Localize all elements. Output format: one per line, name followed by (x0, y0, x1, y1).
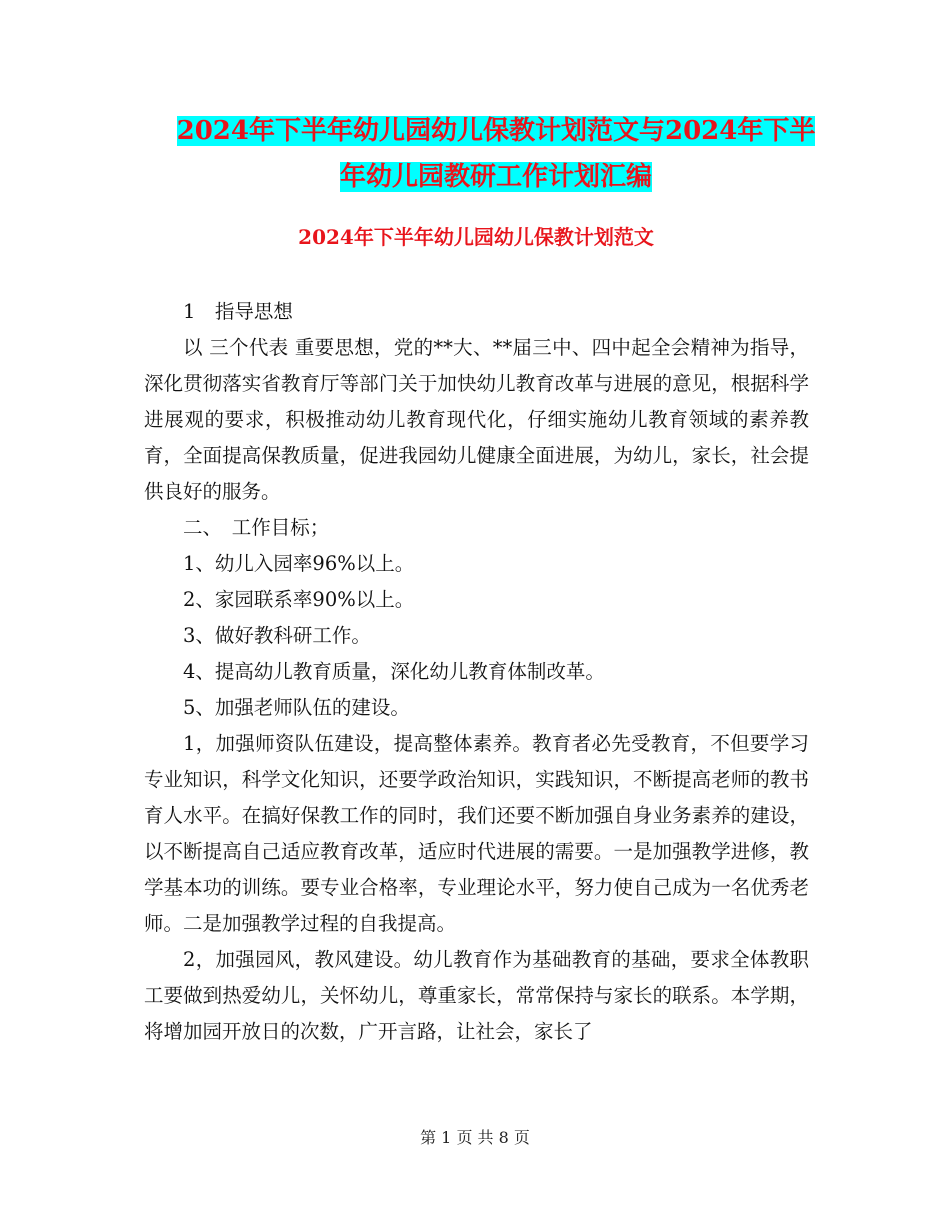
document-title-line1: 2024年下半年幼儿园幼儿保教计划范文与2024年下半 (176, 116, 816, 146)
list-item-goal-4: 4、提高幼儿教育质量，深化幼儿教育体制改革。 (183, 660, 605, 683)
paragraph-teacher-team: 1，加强师资队伍建设，提高整体素养。教育者必先受教育，不但要学习专业知识，科学文化知识，还要学政治知识，实践知识，不断提高老师的教书育人水平。在搞好保教工作的同时，我们还要不断加强自身业务素养的建设，以不断提高自己适应教育改革，适应时代进展的需要。一是加强教学进修，教学基本功的训练。要专业合格率，专业理论水平，努力使自己成为一名优秀老师。二是加强教学过程的自我提高。 (144, 732, 809, 935)
paragraph-heading-goals: 二、 工作目标； (183, 516, 330, 539)
document-body (144, 294, 809, 1050)
list-item-goal-1: 1、幼儿入园率96%以上。 (183, 552, 415, 575)
paragraph-school-culture: 2，加强园风，教风建设。幼儿教育作为基础教育的基础，要求全体教职工要做到热爱幼儿，关怀幼儿，尊重家长，常常保持与家长的联系。本学期，将增加园开放日的次数，广开言路，让社会，家长了 (144, 948, 809, 1043)
section-title: 2024年下半年幼儿园幼儿保教计划范文 (298, 225, 654, 249)
list-item-goal-2: 2、家园联系率90%以上。 (183, 588, 415, 611)
document-title-line2: 年幼儿园教研工作计划汇编 (339, 162, 652, 192)
paragraph-guiding-thought: 以 三个代表 重要思想，党的**大、**届三中、四中起全会精神为指导，深化贯彻落实省教育厅等部门关于加快幼儿教育改革与进展的意见，根据科学进展观的要求，积极推动幼儿教育现代化，仔细实施幼儿教育领域的素养教育，全面提高保教质量，促进我园幼儿健康全面进展，为幼儿，家长，社会提供良好的服务。 (144, 336, 809, 503)
page-number-footer: 第 1 页 共 8 页 (420, 1128, 530, 1147)
list-item-goal-3: 3、做好教科研工作。 (183, 624, 371, 647)
paragraph-heading-guiding-thought: 1 指导思想 (183, 300, 293, 323)
document-title (140, 108, 852, 200)
list-item-goal-5: 5、加强老师队伍的建设。 (183, 696, 410, 719)
